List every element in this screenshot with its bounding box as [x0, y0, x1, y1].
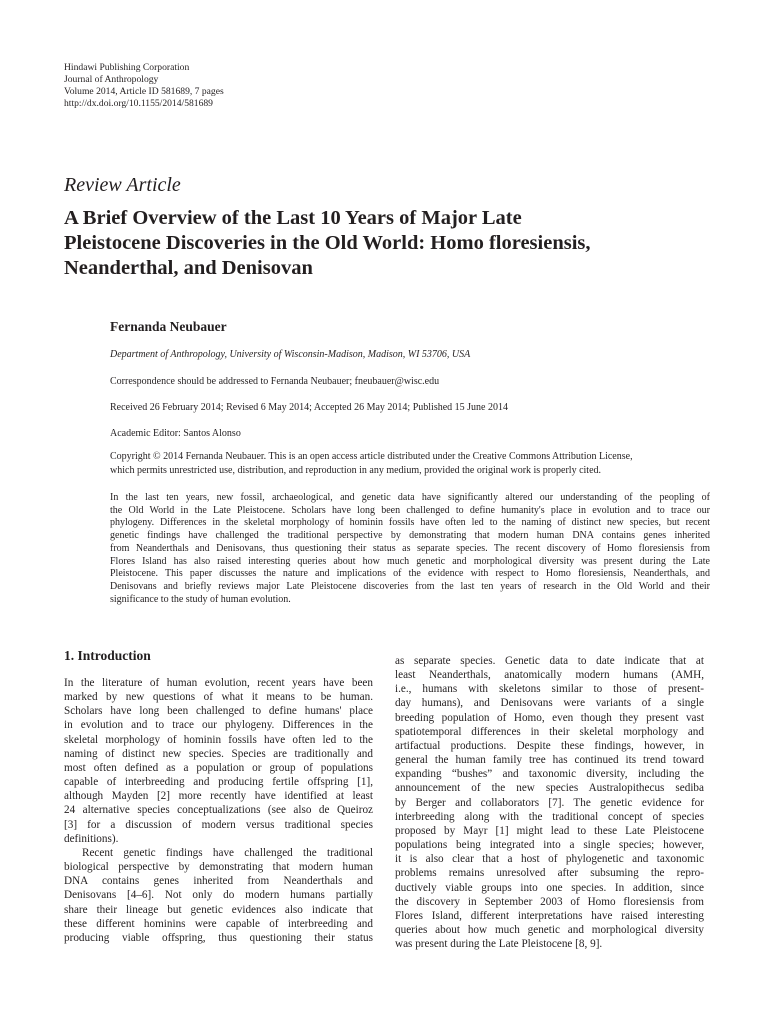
- body-line: share their lineage but genetic evidences also indicate that: [64, 903, 373, 916]
- abstract-line: the Old World in the Late Pleistocene. Scholars have long been challenged to define humanity's place in evolution and to trace our: [110, 504, 710, 516]
- body-line: breeding population of Homo, even though they present vast: [395, 711, 704, 724]
- body-line: general the human family tree has continued its trend toward: [395, 754, 704, 767]
- body-line: capable of interbreeding and producing fertile offspring [1],: [64, 776, 373, 789]
- body-line: in evolution and to trace our phylogeny. Differences in the: [64, 719, 373, 732]
- article-title: [64, 206, 724, 281]
- body-line: announcement of the new species Australopithecus sediba: [395, 782, 704, 795]
- correspondence: Correspondence should be addressed to Fernanda Neubauer; fneubauer@wisc.edu: [110, 376, 440, 387]
- journal-name: Journal of Anthropology: [64, 74, 159, 85]
- academic-editor: Academic Editor: Santos Alonso: [110, 428, 241, 439]
- body-line: Scholars have long been challenged to define humans' place: [64, 705, 373, 718]
- body-line: [3] for a discussion of modern versus traditional species: [64, 818, 373, 831]
- body-line: expanding “bushes” and taxonomic diversity, including the: [395, 768, 704, 781]
- copyright-line: which permits unrestricted use, distribution, and reproduction in any medium, provided the original work is properly cited.: [110, 464, 602, 476]
- body-line: marked by new questions of what it means to be human.: [64, 691, 373, 704]
- author-name: Fernanda Neubauer: [110, 319, 227, 334]
- body-line: although Mayden [2] more recently have identified at least: [64, 790, 373, 803]
- body-line: artifactual productions. Despite these findings, however, in: [395, 739, 704, 752]
- body-line: In the literature of human evolution, recent years have been: [64, 677, 373, 689]
- body-line: Flores Island, different interpretations have raised interesting: [395, 909, 704, 922]
- title-line: Pleistocene Discoveries in the Old World: Homo floresiensis,: [64, 232, 591, 254]
- masthead: [64, 62, 224, 110]
- body-line: most often defined as a population or group of populations: [64, 761, 373, 774]
- body-column-left: [64, 676, 373, 945]
- body-line: Recent genetic findings have challenged the traditional: [82, 846, 373, 859]
- body-line: as separate species. Genetic data to date indicate that at: [395, 655, 704, 667]
- body-line: was present during the Late Pleistocene [8, 9].: [395, 938, 603, 951]
- doi-link[interactable]: http://dx.doi.org/10.1155/2014/581689: [64, 98, 213, 109]
- body-line: the discovery in September 2003 of Homo floresiensis from: [395, 895, 704, 908]
- publisher: Hindawi Publishing Corporation: [64, 62, 190, 73]
- body-line: naming of distinct new species. Species are traditionally and: [64, 747, 373, 760]
- copyright-line: Copyright © 2014 Fernanda Neubauer. This is an open access article distributed under the Creative Commons Attribution License,: [110, 451, 633, 462]
- abstract-line: phylogeny. Differences in the skeletal morphology of hominin fossils have often led to the naming of distinct new species, but recent: [110, 517, 710, 529]
- copyright-notice: [110, 450, 710, 477]
- body-line: proposed by Mayr [1] might lead to these Late Pleistocene: [395, 824, 704, 837]
- body-line: queries about how much genetic and morphological diversity: [395, 923, 704, 936]
- abstract-line: In the last ten years, new fossil, archaeological, and genetic data have significantly altered our understanding of the peopling of: [110, 492, 710, 503]
- body-line: producing viable offspring, thus questioning their status: [64, 931, 373, 944]
- body-line: day humans), and Denisovans were variants of a single: [395, 697, 704, 710]
- publication-dates: Received 26 February 2014; Revised 6 May 2014; Accepted 26 May 2014; Published 15 June 2014: [110, 402, 508, 413]
- body-line: interbreeding along with the traditional concept of species: [395, 810, 704, 823]
- body-line: Denisovans [4–6]. Not only do modern humans partially: [64, 889, 373, 902]
- abstract-line: from Neanderthals and Denisovans, thus questioning their status as separate species. The recent discovery of Homo floresiensis from: [110, 542, 710, 554]
- volume-info: Volume 2014, Article ID 581689, 7 pages: [64, 86, 224, 97]
- abstract-line: Denisovans and briefly reviews major Late Pleistocene discoveries from the last ten years of research in the Old World and their: [110, 580, 710, 592]
- body-line: DNA contains genes inherited from Neanderthals and: [64, 875, 373, 888]
- body-line: these different hominins were capable of interbreeding and: [64, 917, 373, 930]
- body-line: problems remains unresolved after subsuming the repro-: [395, 867, 704, 880]
- abstract-line: Pleistocene. This paper discusses the nature and implications of the evidence with respect to Homo floresiensis, Neanderthals, and: [110, 568, 710, 580]
- title-line: A Brief Overview of the Last 10 Years of Major Late: [64, 207, 522, 229]
- body-line: 24 alternative species conceptualizations (see also de Queiroz: [64, 804, 373, 817]
- body-line: by Berger and collaborators [7]. The genetic evidence for: [395, 796, 704, 809]
- affiliation: Department of Anthropology, University of Wisconsin-Madison, Madison, WI 53706, USA: [110, 349, 471, 360]
- body-line: populations being integrated into a single species; however,: [395, 839, 704, 852]
- article-type: Review Article: [64, 174, 181, 196]
- title-line: Neanderthal, and Denisovan: [64, 257, 313, 279]
- body-column-right: [395, 654, 704, 951]
- body-line: biological perspective by demonstrating that modern human: [64, 861, 373, 874]
- abstract: [110, 492, 710, 606]
- body-line: skeletal morphology of hominin fossils have often led to the: [64, 733, 373, 746]
- body-line: least Neanderthals, anatomically modern humans (AMH,: [395, 669, 704, 682]
- body-line: spatiotemporal differences in their skeletal morphology and: [395, 725, 704, 738]
- abstract-line: genetic findings have challenged the traditional perspective by demonstrating that modern human DNA contains genes inherited: [110, 530, 710, 542]
- body-line: i.e., humans with skeletons similar to those of present-: [395, 683, 704, 696]
- section-heading: 1. Introduction: [64, 648, 151, 663]
- abstract-line: Flores Island has also raised interesting queries about how much genetic and morphological diversity was present during the Late: [110, 555, 710, 567]
- body-line: ductively viable groups into one species. In addition, since: [395, 881, 704, 894]
- abstract-line: significance to the study of human evolution.: [110, 593, 291, 605]
- body-line: it is also clear that a host of phylogenetic and taxonomic: [395, 853, 704, 866]
- body-line: definitions).: [64, 832, 119, 845]
